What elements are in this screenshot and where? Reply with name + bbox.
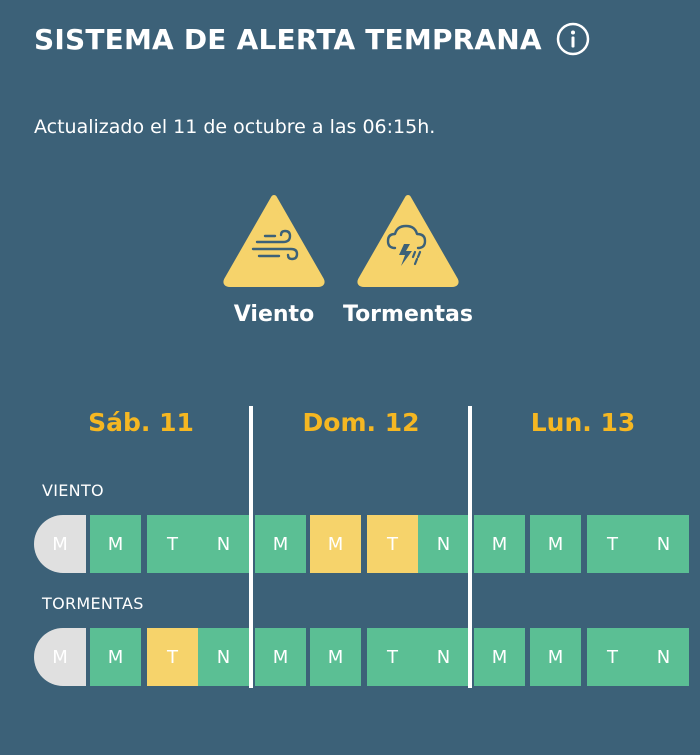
- timeline-cell[interactable]: T: [587, 628, 638, 686]
- day-header-sun: Dom. 12: [302, 408, 420, 437]
- alert-wind[interactable]: [220, 192, 328, 327]
- timeline-cell[interactable]: M: [34, 628, 86, 686]
- timeline-cell[interactable]: T: [147, 515, 198, 573]
- timeline-cell[interactable]: T: [367, 515, 418, 573]
- day-header-mon: Lun. 13: [530, 408, 636, 437]
- timeline-cell[interactable]: M: [474, 515, 525, 573]
- info-circle-icon[interactable]: [556, 22, 590, 56]
- timeline-cell[interactable]: M: [530, 628, 581, 686]
- timeline-cell[interactable]: M: [34, 515, 86, 573]
- timeline-cell[interactable]: M: [255, 515, 306, 573]
- timeline-cell[interactable]: N: [418, 628, 469, 686]
- header: [34, 22, 590, 56]
- timeline-cell[interactable]: M: [310, 515, 361, 573]
- timeline-cell[interactable]: M: [474, 628, 525, 686]
- updated-timestamp: Actualizado el 11 de octubre a las 06:15h.: [34, 116, 436, 138]
- wind-icon: [221, 192, 327, 288]
- timeline-cell[interactable]: M: [90, 628, 141, 686]
- wind-timeline: [34, 515, 671, 573]
- day-divider: [468, 406, 472, 688]
- timeline-cell[interactable]: M: [255, 628, 306, 686]
- timeline-cell[interactable]: N: [198, 628, 249, 686]
- timeline-cell[interactable]: N: [418, 515, 469, 573]
- storm-cloud-icon: [355, 192, 461, 288]
- timeline-cell[interactable]: M: [530, 515, 581, 573]
- day-divider: [249, 406, 253, 688]
- storm-timeline: [34, 628, 671, 686]
- timeline-cell[interactable]: M: [90, 515, 141, 573]
- day-header-sat: Sáb. 11: [88, 408, 194, 437]
- row-label-storm: TORMENTAS: [42, 594, 144, 613]
- timeline-cell[interactable]: T: [147, 628, 198, 686]
- alert-label-storm: Tormentas: [342, 302, 473, 327]
- alert-label-wind: Viento: [233, 302, 315, 327]
- timeline-cell[interactable]: T: [367, 628, 418, 686]
- timeline-cell[interactable]: T: [587, 515, 638, 573]
- row-label-wind: VIENTO: [42, 481, 104, 500]
- timeline-cell[interactable]: M: [310, 628, 361, 686]
- timeline-cell[interactable]: N: [638, 628, 689, 686]
- page-title: SISTEMA DE ALERTA TEMPRANA: [34, 22, 542, 56]
- timeline-cell[interactable]: N: [638, 515, 689, 573]
- timeline-cell[interactable]: N: [198, 515, 249, 573]
- alert-storm[interactable]: [340, 192, 476, 327]
